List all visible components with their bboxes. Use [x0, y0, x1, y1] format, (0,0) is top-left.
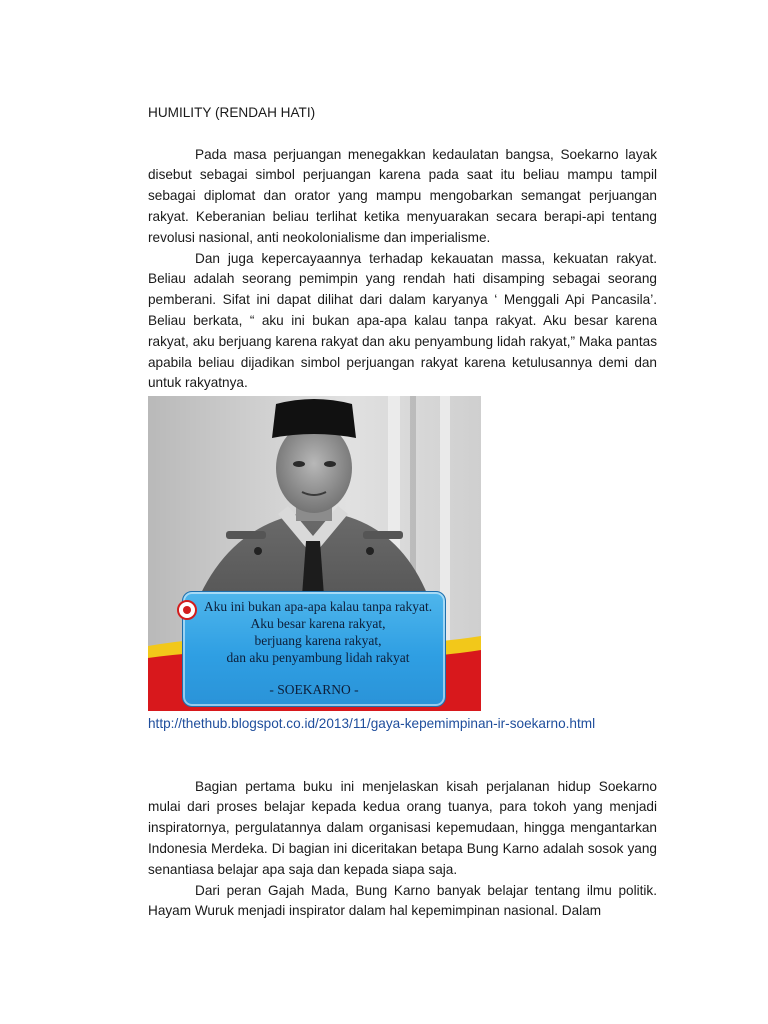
paragraph-4: Dari peran Gajah Mada, Bung Karno banyak belajar tentang ilmu politik. Hayam Wuruk menjadi inspirator dalam hal kepemimpinan nasional. Dalam	[148, 882, 657, 919]
quote-line-3: berjuang karena rakyat,	[254, 633, 382, 649]
quote-text	[199, 598, 437, 666]
soekarno-portrait-figure	[148, 396, 481, 711]
quote-line-1: Aku ini bukan apa-apa kalau tanpa rakyat.	[203, 599, 433, 615]
quote-mark-icon	[177, 600, 197, 620]
paragraph-2: Dan juga kepercayaannya terhadap kekauatan massa, kekuatan rakyat. Beliau adalah seorang pemimpin yang rendah hati disamping sebagai seorang pemberani. Sifat ini dapat dilihat dari dalam karyanya ‘ Menggali Api Pancasila’. Beliau berkata, “ aku ini bukan apa-apa kalau tanpa rakyat. Aku besar karena rakyat, aku berjuang karena rakyat dan aku penyambung lidah rakyat,” Maka pantas apabila beliau dijadikan simbol perjuangan rakyat karena ketulusannya demi dan untuk rakyatnya.	[148, 250, 657, 391]
quote-line-2: Aku besar karena rakyat,	[250, 616, 386, 632]
document-body	[148, 103, 657, 922]
quote-box	[182, 591, 446, 707]
section-heading: HUMILITY (RENDAH HATI)	[148, 105, 316, 120]
quote-line-4: dan aku penyambung lidah rakyat	[226, 650, 410, 666]
paragraph-spacer	[148, 735, 657, 777]
quote-author: - SOEKARNO -	[269, 682, 359, 698]
source-link[interactable]: http://thethub.blogspot.co.id/2013/11/gaya-kepemimpinan-ir-soekarno.html	[148, 716, 596, 732]
paragraph-3: Bagian pertama buku ini menjelaskan kisah perjalanan hidup Soekarno mulai dari proses belajar kepada kedua orang tuanya, para tokoh yang menjadi inspiratornya, pergulatannya dalam organisasi kepemudaan, hingga mengantarkan Indonesia Merdeka. Di bagian ini diceritakan betapa Bung Karno adalah sosok yang senantiasa belajar apa saja dan kepada siapa saja.	[148, 778, 657, 877]
paragraph-1: Pada masa perjuangan menegakkan kedaulatan bangsa, Soekarno layak disebut sebagai simbol perjuangan karena pada saat itu beliau mampu tampil sebagai diplomat dan orator yang mampu mengobarkan semangat perjuangan rakyat. Keberanian beliau terlihat ketika menyuarakan secara berapi-api tentang revolusi nasional, anti neokolonialisme dan imperialisme.	[148, 146, 657, 245]
